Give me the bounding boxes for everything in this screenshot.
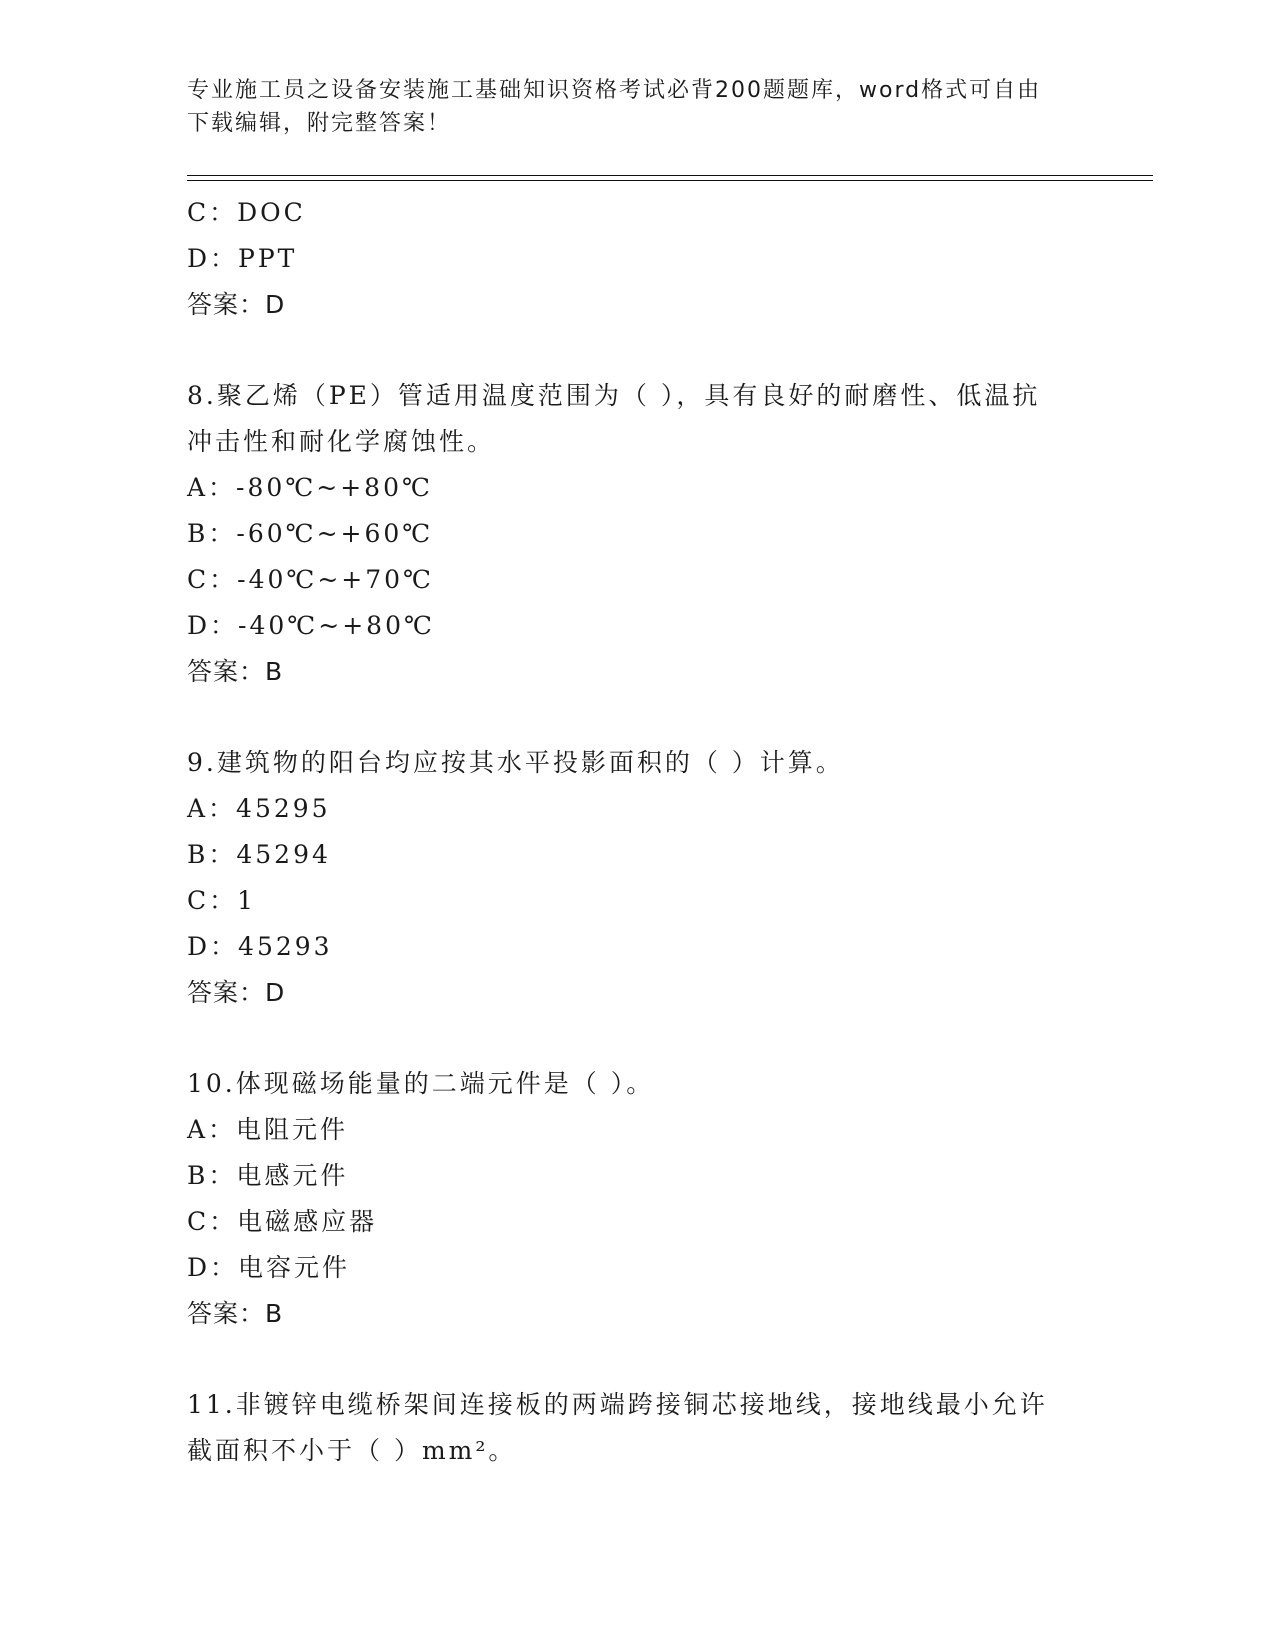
option-d: D：PPT (187, 244, 298, 273)
question-11 (187, 1382, 1087, 1474)
option-d: D：45293 (187, 932, 333, 961)
question-prev (187, 190, 1087, 328)
question-stem-cont: 截面积不小于（ ）mm²。 (187, 1436, 517, 1465)
option-b: B：45294 (187, 840, 331, 869)
document-header (187, 74, 1067, 140)
header-rule-top (187, 175, 1153, 176)
option-a: A：45295 (187, 794, 331, 823)
answer-line: 答案：D (187, 290, 286, 319)
question-stem: 9.建筑物的阳台均应按其水平投影面积的（ ）计算。 (187, 748, 844, 777)
header-line-2: 下载编辑，附完整答案！ (187, 111, 452, 136)
option-a: A：-80℃~+80℃ (187, 473, 433, 502)
answer-line: 答案：B (187, 657, 284, 686)
answer-line: 答案：D (187, 978, 286, 1007)
header-line-1: 专业施工员之设备安装施工基础知识资格考试必背200题题库，word格式可自由 (187, 78, 1042, 103)
option-d: D：-40℃~+80℃ (187, 611, 435, 640)
option-a: A：电阻元件 (187, 1115, 349, 1144)
answer-line: 答案：B (187, 1299, 284, 1328)
option-c: C：-40℃~+70℃ (187, 565, 435, 594)
option-b: B：电感元件 (187, 1161, 349, 1190)
question-8 (187, 373, 1087, 695)
question-stem: 8.聚乙烯（PE）管适用温度范围为（ ），具有良好的耐磨性、低温抗 (187, 381, 1041, 410)
question-10 (187, 1061, 1087, 1337)
question-stem: 11.非镀锌电缆桥架间连接板的两端跨接铜芯接地线，接地线最小允许 (187, 1390, 1048, 1419)
header-rule-bottom (187, 180, 1153, 181)
question-stem-cont: 冲击性和耐化学腐蚀性。 (187, 427, 496, 456)
option-c: C：1 (187, 886, 257, 915)
option-d: D：电容元件 (187, 1253, 351, 1282)
option-c: C：电磁感应器 (187, 1207, 378, 1236)
question-9 (187, 740, 1087, 1016)
question-stem: 10.体现磁场能量的二端元件是（ ）。 (187, 1069, 655, 1098)
option-c: C：DOC (187, 198, 306, 227)
question-list (187, 190, 1087, 1474)
option-b: B：-60℃~+60℃ (187, 519, 434, 548)
